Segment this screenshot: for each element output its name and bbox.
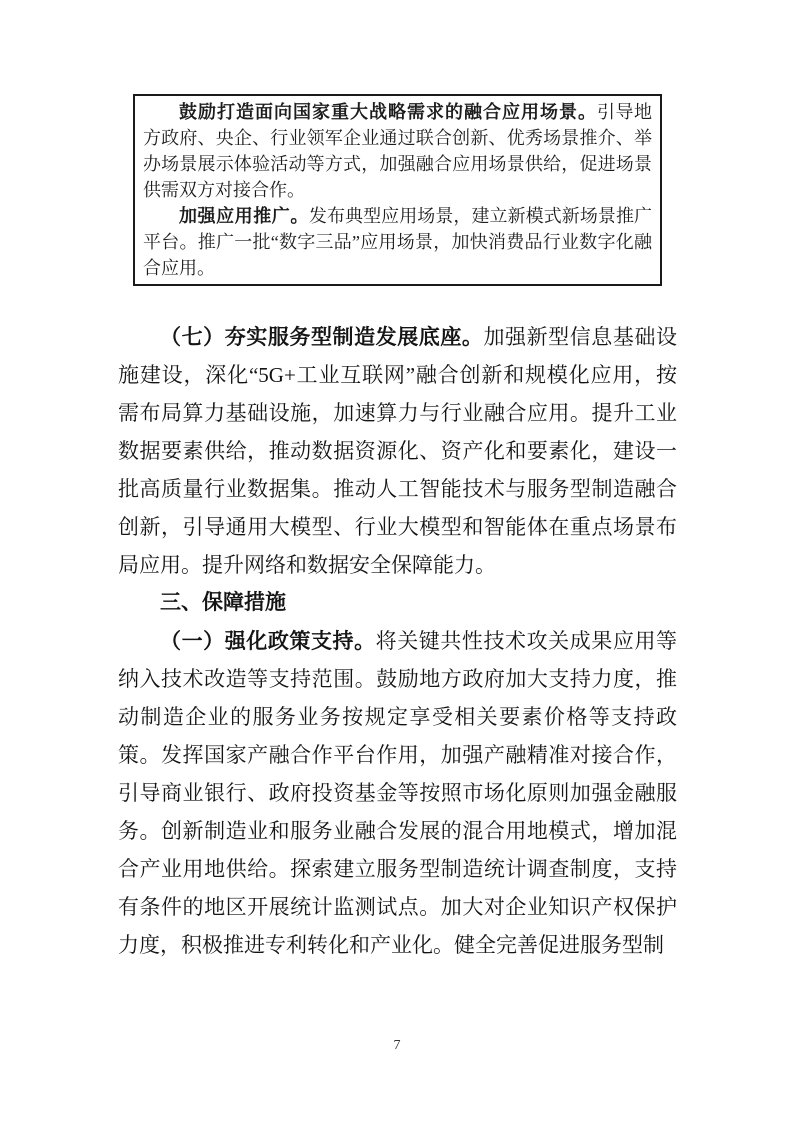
paragraph-section-1 bbox=[118, 622, 677, 964]
page-number: 7 bbox=[393, 1038, 401, 1053]
notice-box bbox=[133, 94, 662, 286]
page-content bbox=[118, 94, 677, 964]
paragraph-section-1-lead: （一）强化政策支持。 bbox=[160, 629, 376, 653]
paragraph-section-1-text: 将关键共性技术攻关成果应用等纳入技术改造等支持范围。鼓励地方政府加大支持力度，推动制造企业的服务业务按规定享受相关要素价格等支持政策。发挥国家产融合作平台作用，加强产融精准对接合作，引导商业银行、政府投资基金等按照市场化原则加强金融服务。创新制造业和服务业融合发展的混合用地模式，增加混合产业用地供给。探索建立服务型制造统计调查制度，支持有条件的地区开展统计监测试点。加大对企业知识产权保护力度，积极推进专利转化和产业化。健全完善促进服务型制 bbox=[118, 629, 678, 957]
body-text bbox=[118, 318, 677, 964]
notice-box-paragraph-1 bbox=[143, 99, 652, 203]
notice-box-paragraph-2-text: 发布典型应用场景，建立新模式新场景推广平台。推广一批“数字三品”应用场景，加快消费品行业数字化融合应用。 bbox=[143, 206, 652, 278]
notice-box-paragraph-1-lead: 鼓励打造面向国家重大战略需求的融合应用场景。 bbox=[179, 102, 597, 122]
paragraph-section-7-lead: （七）夯实服务型制造发展底座。 bbox=[160, 325, 484, 349]
paragraph-section-7-text: 加强新型信息基础设施建设，深化“5G+工业互联网”融合创新和规模化应用，按需布局算力基础设施，加速算力与行业融合应用。提升工业数据要素供给，推动数据资源化、资产化和要素化，建设一批高质量行业数据集。推动人工智能技术与服务型制造融合创新，引导通用大模型、行业大模型和智能体在重点场景布局应用。提升网络和数据安全保障能力。 bbox=[118, 325, 678, 577]
notice-box-paragraph-2 bbox=[143, 203, 652, 281]
notice-box-paragraph-2-lead: 加强应用推广。 bbox=[179, 206, 309, 226]
paragraph-section-7 bbox=[118, 318, 677, 584]
notice-box-paragraph-1-text: 引导地方政府、央企、行业领军企业通过联合创新、优秀场景推介、举办场景展示体验活动等方式，加强融合应用场景供给，促进场景供需双方对接合作。 bbox=[143, 102, 652, 200]
section-heading-safeguards: 三、保障措施 bbox=[160, 591, 286, 614]
